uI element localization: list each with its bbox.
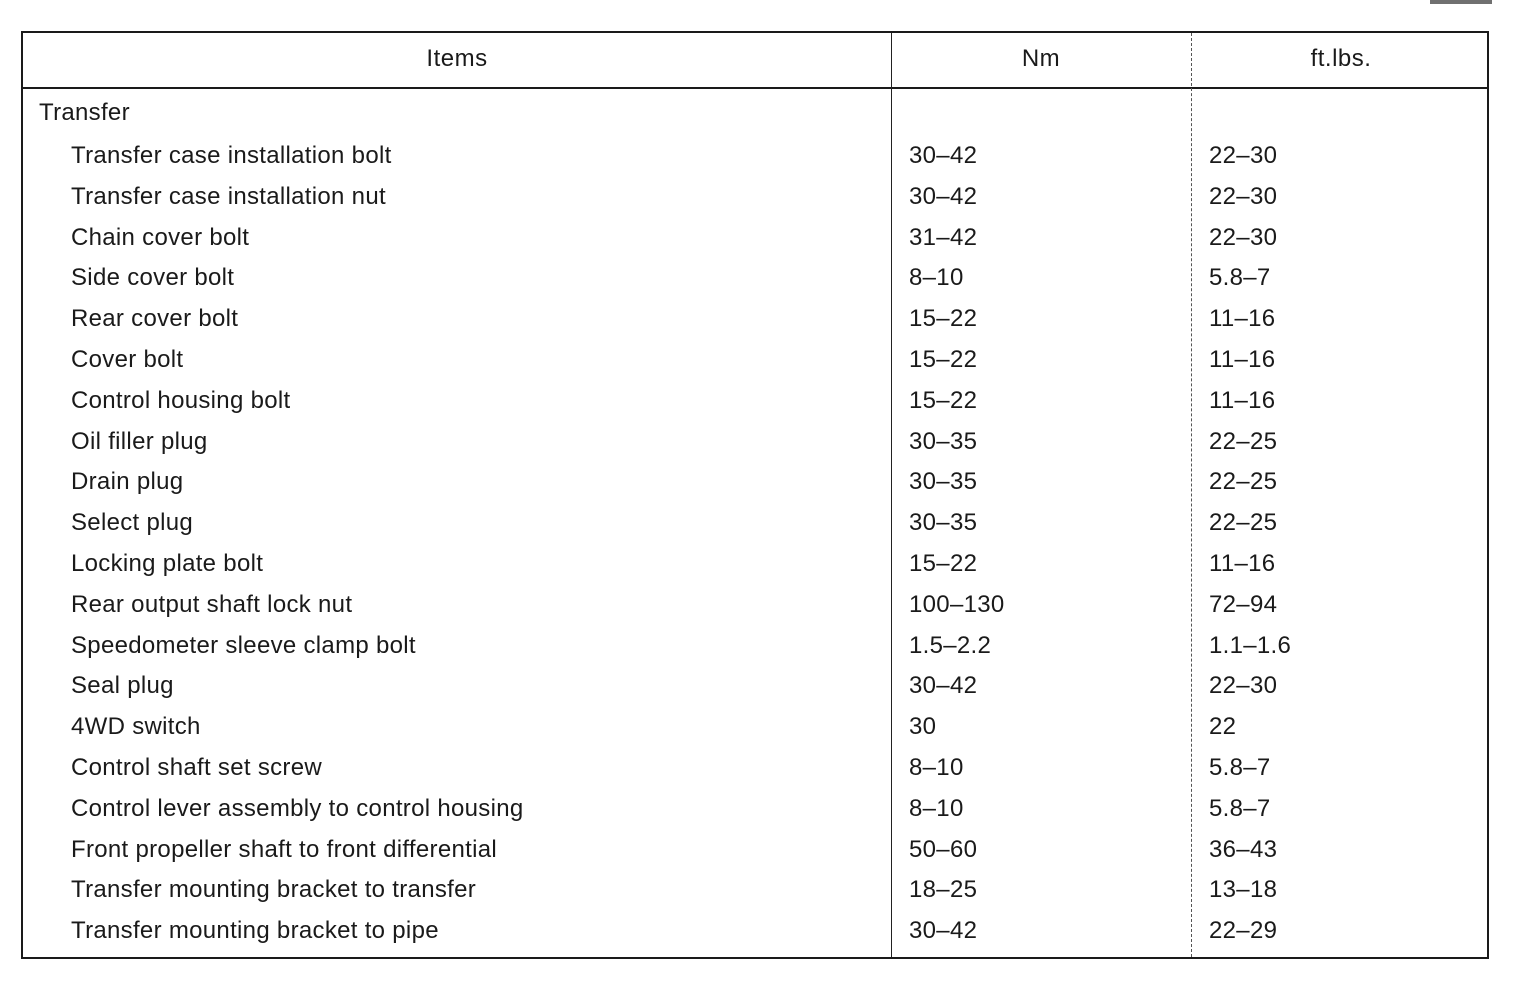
- row-nm-value: 30–42: [909, 182, 978, 210]
- row-nm-value: 30: [909, 713, 937, 741]
- row-ft-lbs-value: 22–30: [1209, 223, 1278, 251]
- table-row: [23, 179, 1487, 220]
- row-item: Front propeller shaft to front differential: [71, 835, 498, 863]
- row-ft-lbs-value: 22–30: [1209, 182, 1278, 210]
- row-ft-lbs-value: 5.8–7: [1209, 753, 1271, 781]
- row-nm-value: 30–42: [909, 672, 978, 700]
- table-row: [23, 709, 1487, 750]
- table-row: [23, 464, 1487, 505]
- table-row: [23, 872, 1487, 913]
- row-nm-value: 8–10: [909, 264, 964, 292]
- row-nm-value: 31–42: [909, 223, 978, 251]
- row-ft-lbs-value: 22–29: [1209, 917, 1278, 945]
- row-item: Rear output shaft lock nut: [71, 590, 353, 618]
- row-item: Transfer mounting bracket to pipe: [71, 917, 439, 945]
- row-ft-lbs-value: 5.8–7: [1209, 794, 1271, 822]
- table-row: [23, 750, 1487, 791]
- row-nm-value: 30–35: [909, 509, 978, 537]
- row-ft-lbs-value: 1.1–1.6: [1209, 631, 1292, 659]
- row-ft-lbs-value: 22–30: [1209, 142, 1278, 169]
- table-row: [23, 138, 1487, 179]
- row-ft-lbs-value: 11–16: [1209, 549, 1276, 577]
- table-row: [23, 832, 1487, 873]
- section-title: Transfer: [39, 99, 130, 126]
- row-item: Control housing bolt: [71, 386, 291, 414]
- row-nm-value: 15–22: [909, 305, 978, 333]
- row-item: Chain cover bolt: [71, 223, 250, 251]
- row-nm-value: 18–25: [909, 876, 978, 904]
- row-item: Rear cover bolt: [71, 305, 239, 333]
- row-ft-lbs-value: 22: [1209, 713, 1237, 741]
- table-row: [23, 342, 1487, 383]
- row-item: Speedometer sleeve clamp bolt: [71, 631, 416, 659]
- table-body: [23, 138, 1487, 954]
- row-item: Drain plug: [71, 468, 184, 496]
- header-items: Items: [426, 45, 488, 72]
- table-row: [23, 301, 1487, 342]
- row-nm-value: 30–42: [909, 917, 978, 945]
- table-row: [23, 587, 1487, 628]
- row-ft-lbs-value: 11–16: [1209, 386, 1276, 414]
- row-nm-value: 15–22: [909, 549, 978, 577]
- row-item: Locking plate bolt: [71, 549, 264, 577]
- row-ft-lbs-value: 13–18: [1209, 876, 1278, 904]
- row-item: 4WD switch: [71, 713, 201, 741]
- table-row: [23, 628, 1487, 669]
- row-ft-lbs-value: 11–16: [1209, 345, 1276, 373]
- table-row: [23, 220, 1487, 261]
- row-nm-value: 30–42: [909, 142, 978, 169]
- page-corner-mark: [1430, 0, 1492, 4]
- row-ft-lbs-value: 11–16: [1209, 305, 1276, 333]
- row-nm-value: 15–22: [909, 386, 978, 414]
- row-ft-lbs-value: 22–25: [1209, 427, 1278, 455]
- torque-spec-table: [21, 31, 1489, 959]
- row-item: Control lever assembly to control housing: [71, 794, 524, 822]
- table-row: [23, 260, 1487, 301]
- row-ft-lbs-value: 22–25: [1209, 509, 1278, 537]
- row-item: Control shaft set screw: [71, 753, 322, 781]
- row-nm-value: 30–35: [909, 427, 978, 455]
- row-item: Transfer mounting bracket to transfer: [71, 876, 477, 904]
- row-item: Side cover bolt: [71, 264, 235, 292]
- table-row: [23, 546, 1487, 587]
- row-ft-lbs-value: 22–30: [1209, 672, 1278, 700]
- row-ft-lbs-value: 5.8–7: [1209, 264, 1271, 292]
- row-nm-value: 50–60: [909, 835, 978, 863]
- table-row: [23, 505, 1487, 546]
- row-nm-value: 15–22: [909, 345, 978, 373]
- table-row: [23, 913, 1487, 954]
- row-item: Transfer case installation bolt: [71, 142, 392, 169]
- row-ft-lbs-value: 36–43: [1209, 835, 1278, 863]
- row-nm-value: 30–35: [909, 468, 978, 496]
- row-nm-value: 1.5–2.2: [909, 631, 992, 659]
- row-nm-value: 100–130: [909, 590, 1005, 618]
- table-header-row: [23, 33, 1487, 89]
- row-nm-value: 8–10: [909, 794, 964, 822]
- row-item: Cover bolt: [71, 345, 184, 373]
- row-item: Oil filler plug: [71, 427, 208, 455]
- row-nm-value: 8–10: [909, 753, 964, 781]
- row-item: Transfer case installation nut: [71, 182, 386, 210]
- row-item: Seal plug: [71, 672, 174, 700]
- table-row: [23, 383, 1487, 424]
- table-row: [23, 791, 1487, 832]
- row-ft-lbs-value: 22–25: [1209, 468, 1278, 496]
- table-row: [23, 668, 1487, 709]
- header-ft-lbs: ft.lbs.: [1310, 45, 1372, 72]
- table-row: [23, 424, 1487, 465]
- row-item: Select plug: [71, 509, 194, 537]
- header-nm: Nm: [1021, 45, 1061, 72]
- row-ft-lbs-value: 72–94: [1209, 590, 1278, 618]
